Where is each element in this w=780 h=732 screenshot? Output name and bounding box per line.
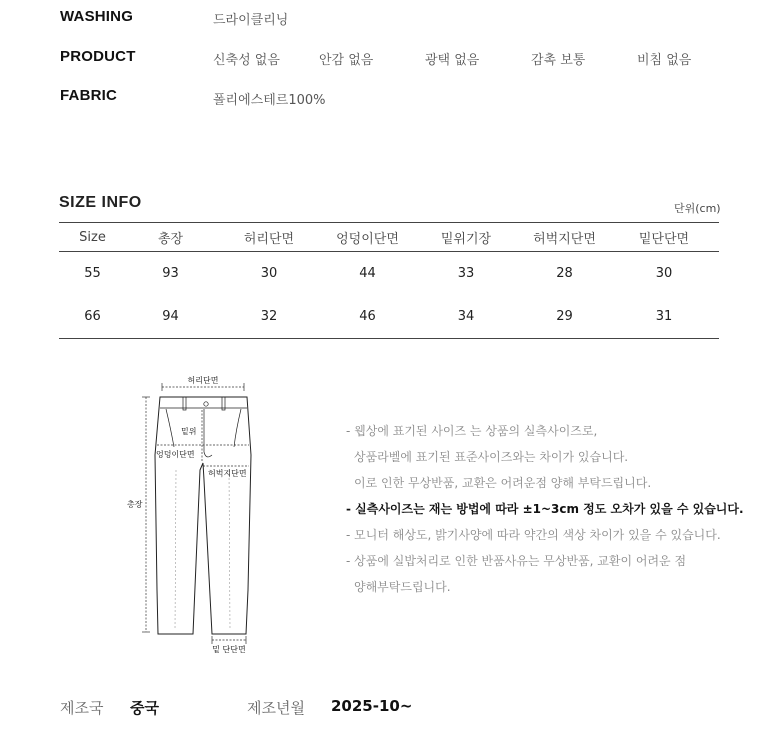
- country-value: 중국: [130, 699, 159, 717]
- table-cell: 28: [556, 266, 573, 281]
- fabric-label: FABRIC: [60, 87, 118, 104]
- header-rise: 밑위기장: [412, 223, 520, 252]
- header-hip: 엉덩이단면: [323, 223, 412, 252]
- notes-block: [346, 418, 766, 600]
- table-row: [59, 252, 719, 296]
- note-line: - 모니터 해상도, 밝기사양에 따라 약간의 색상 차이가 있을 수 있습니다.: [346, 528, 721, 542]
- table-cell: 93: [162, 266, 179, 281]
- header-hem: 밑단단면: [609, 223, 719, 252]
- washing-label: WASHING: [60, 8, 134, 25]
- fabric-value: 폴리에스테르100%: [213, 93, 326, 108]
- rise-measure-label: 밑위: [181, 427, 197, 436]
- size-info-title: SIZE INFO: [59, 194, 142, 211]
- size-unit: 단위(cm): [674, 202, 721, 215]
- waist-measure-label: 허리단면: [187, 376, 219, 385]
- header-waist: 허리단면: [215, 223, 323, 252]
- table-row: [59, 295, 719, 339]
- hem-measure-label: 밑 단단면: [212, 645, 246, 654]
- note-line-emphasis: - 실측사이즈는 재는 방법에 따라 ±1~3cm 정도 오차가 있을 수 있습니다.: [346, 502, 744, 516]
- table-cell: 44: [359, 266, 376, 281]
- length-measure-label: 총장: [127, 500, 143, 509]
- table-cell: 46: [323, 295, 412, 339]
- pants-outline: [155, 397, 251, 634]
- table-cell: 30: [260, 266, 278, 281]
- washing-value: 드라이클리닝: [213, 13, 289, 28]
- note-line: - 웹상에 표기된 사이즈 는 상품의 실측사이즈로,: [346, 424, 598, 438]
- pants-measurement-diagram: [120, 370, 280, 660]
- header-thigh: 허벅지단면: [520, 223, 609, 252]
- table-cell: 31: [609, 295, 719, 339]
- table-cell: 29: [520, 295, 609, 339]
- table-cell: 32: [215, 295, 323, 339]
- hip-measure-label: 엉덩이단면: [156, 450, 195, 459]
- product-label: PRODUCT: [60, 48, 136, 65]
- note-line: 상품라벨에 표기된 표준사이즈와는 차이가 있습니다.: [354, 450, 629, 464]
- product-touch: 감촉 보통: [531, 53, 586, 68]
- product-sheer: 비침 없음: [637, 53, 692, 68]
- size-table: [59, 222, 719, 339]
- product-stretch: 신축성 없음: [213, 53, 280, 68]
- header-length: 총장: [126, 223, 215, 252]
- manufacture-date-value: 2025-10~: [331, 697, 413, 715]
- table-cell: 55: [84, 266, 101, 281]
- table-cell: 34: [412, 295, 520, 339]
- table-cell: 30: [655, 266, 673, 281]
- country-label: 제조국: [60, 699, 104, 717]
- note-line: - 상품에 실밥처리로 인한 반품사유는 무상반품, 교환이 어려운 점: [346, 554, 687, 568]
- header-size: Size: [59, 223, 126, 252]
- note-line: 이로 인한 무상반품, 교환은 어려운점 양해 부탁드립니다.: [354, 476, 652, 490]
- product-gloss: 광택 없음: [425, 53, 480, 68]
- table-cell: 66: [59, 295, 126, 339]
- thigh-measure-label: 허벅지단면: [208, 469, 247, 478]
- manufacture-date-label: 제조년월: [247, 699, 305, 717]
- table-cell: 33: [457, 266, 475, 281]
- note-line: 양해부탁드립니다.: [354, 580, 451, 594]
- size-table-header: [59, 223, 719, 252]
- product-lining: 안감 없음: [319, 53, 374, 68]
- table-cell: 94: [126, 295, 215, 339]
